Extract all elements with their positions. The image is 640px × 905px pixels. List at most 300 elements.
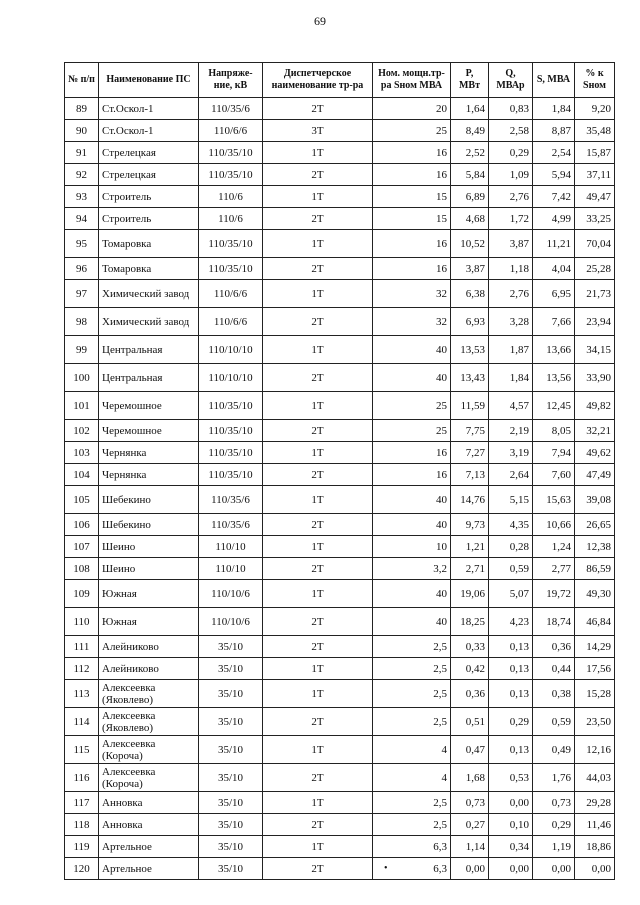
voltage-cell: 35/10 bbox=[199, 736, 263, 764]
table-row bbox=[65, 658, 615, 680]
rated-power-cell: 40 bbox=[373, 364, 451, 392]
table-row bbox=[65, 208, 615, 230]
row-number-cell: 115 bbox=[65, 736, 99, 764]
rated-power-cell: 6,3 bbox=[373, 858, 451, 880]
dispatch-name-cell: 2Т bbox=[263, 464, 373, 486]
dispatch-name-cell: 1Т bbox=[263, 486, 373, 514]
reactive-power-cell: 1,18 bbox=[489, 258, 533, 280]
reactive-power-cell: 2,19 bbox=[489, 420, 533, 442]
substation-name-cell: Алексеевка (Короча) bbox=[99, 764, 199, 792]
reactive-power-cell: 2,58 bbox=[489, 120, 533, 142]
voltage-cell: 110/35/10 bbox=[199, 420, 263, 442]
active-power-cell: 2,71 bbox=[451, 558, 489, 580]
voltage-cell: 35/10 bbox=[199, 636, 263, 658]
apparent-power-cell: 1,84 bbox=[533, 98, 575, 120]
active-power-cell: 1,64 bbox=[451, 98, 489, 120]
active-power-cell: 0,33 bbox=[451, 636, 489, 658]
substation-name-cell: Томаровка bbox=[99, 230, 199, 258]
dispatch-name-cell: 1Т bbox=[263, 336, 373, 364]
voltage-cell: 35/10 bbox=[199, 658, 263, 680]
table-row bbox=[65, 258, 615, 280]
rated-power-cell: 2,5 bbox=[373, 658, 451, 680]
voltage-cell: 110/35/10 bbox=[199, 442, 263, 464]
apparent-power-cell: 0,36 bbox=[533, 636, 575, 658]
dispatch-name-cell: 2Т bbox=[263, 308, 373, 336]
active-power-cell: 6,38 bbox=[451, 280, 489, 308]
load-percent-cell: 39,08 bbox=[575, 486, 615, 514]
apparent-power-cell: 0,44 bbox=[533, 658, 575, 680]
apparent-power-cell: 2,77 bbox=[533, 558, 575, 580]
load-percent-cell: 47,49 bbox=[575, 464, 615, 486]
reactive-power-cell: 0,83 bbox=[489, 98, 533, 120]
table-row bbox=[65, 536, 615, 558]
apparent-power-cell: 2,54 bbox=[533, 142, 575, 164]
voltage-cell: 35/10 bbox=[199, 814, 263, 836]
row-number-cell: 90 bbox=[65, 120, 99, 142]
reactive-power-cell: 2,76 bbox=[489, 186, 533, 208]
table-row bbox=[65, 558, 615, 580]
dispatch-name-cell: 1Т bbox=[263, 536, 373, 558]
substation-name-cell: Южная bbox=[99, 608, 199, 636]
dispatch-name-cell: 2Т bbox=[263, 764, 373, 792]
table-header-row bbox=[65, 63, 615, 98]
substation-name-cell: Шебекино bbox=[99, 486, 199, 514]
reactive-power-cell: 0,59 bbox=[489, 558, 533, 580]
rated-power-cell: 16 bbox=[373, 142, 451, 164]
dispatch-name-cell: 2Т bbox=[263, 364, 373, 392]
col-header-rated-power: Ном. мощн.тр-ра Sном МВА bbox=[373, 63, 451, 98]
apparent-power-cell: 6,95 bbox=[533, 280, 575, 308]
apparent-power-cell: 7,60 bbox=[533, 464, 575, 486]
load-percent-cell: 0,00 bbox=[575, 858, 615, 880]
load-percent-cell: 14,29 bbox=[575, 636, 615, 658]
rated-power-cell: 4 bbox=[373, 764, 451, 792]
active-power-cell: 1,68 bbox=[451, 764, 489, 792]
row-number-cell: 94 bbox=[65, 208, 99, 230]
rated-power-cell: 2,5 bbox=[373, 814, 451, 836]
active-power-cell: 1,14 bbox=[451, 836, 489, 858]
dispatch-name-cell: 1Т bbox=[263, 142, 373, 164]
substation-name-cell: Чернянка bbox=[99, 442, 199, 464]
apparent-power-cell: 15,63 bbox=[533, 486, 575, 514]
substation-name-cell: Строитель bbox=[99, 186, 199, 208]
rated-power-cell: 32 bbox=[373, 308, 451, 336]
table-row bbox=[65, 164, 615, 186]
table-row bbox=[65, 608, 615, 636]
dispatch-name-cell: 1Т bbox=[263, 230, 373, 258]
row-number-cell: 95 bbox=[65, 230, 99, 258]
substation-name-cell: Шеино bbox=[99, 558, 199, 580]
row-number-cell: 117 bbox=[65, 792, 99, 814]
row-number-cell: 112 bbox=[65, 658, 99, 680]
voltage-cell: 110/35/10 bbox=[199, 464, 263, 486]
voltage-cell: 35/10 bbox=[199, 764, 263, 792]
voltage-cell: 110/6 bbox=[199, 208, 263, 230]
rated-power-cell: 25 bbox=[373, 120, 451, 142]
substation-name-cell: Химический завод bbox=[99, 280, 199, 308]
dispatch-name-cell: 1Т bbox=[263, 792, 373, 814]
row-number-cell: 97 bbox=[65, 280, 99, 308]
row-number-cell: 89 bbox=[65, 98, 99, 120]
row-number-cell: 108 bbox=[65, 558, 99, 580]
active-power-cell: 0,27 bbox=[451, 814, 489, 836]
row-number-cell: 100 bbox=[65, 364, 99, 392]
active-power-cell: 7,27 bbox=[451, 442, 489, 464]
load-percent-cell: 11,46 bbox=[575, 814, 615, 836]
rated-power-cell: 32 bbox=[373, 280, 451, 308]
voltage-cell: 110/35/6 bbox=[199, 98, 263, 120]
apparent-power-cell: 0,29 bbox=[533, 814, 575, 836]
col-header-voltage: Напряже-ние, кВ bbox=[199, 63, 263, 98]
table-row bbox=[65, 636, 615, 658]
load-percent-cell: 26,65 bbox=[575, 514, 615, 536]
voltage-cell: 110/10/10 bbox=[199, 336, 263, 364]
rated-power-cell: 40 bbox=[373, 336, 451, 364]
voltage-cell: 110/10 bbox=[199, 536, 263, 558]
row-number-cell: 114 bbox=[65, 708, 99, 736]
substation-name-cell: Ст.Оскол-1 bbox=[99, 98, 199, 120]
row-number-cell: 103 bbox=[65, 442, 99, 464]
table-row bbox=[65, 708, 615, 736]
row-number-cell: 109 bbox=[65, 580, 99, 608]
substation-name-cell: Центральная bbox=[99, 336, 199, 364]
rated-power-cell: 20 bbox=[373, 98, 451, 120]
rated-power-cell: 2,5 bbox=[373, 680, 451, 708]
load-percent-cell: 34,15 bbox=[575, 336, 615, 364]
voltage-cell: 110/6 bbox=[199, 186, 263, 208]
reactive-power-cell: 5,07 bbox=[489, 580, 533, 608]
active-power-cell: 0,47 bbox=[451, 736, 489, 764]
rated-power-cell: 16 bbox=[373, 464, 451, 486]
substation-name-cell: Южная bbox=[99, 580, 199, 608]
voltage-cell: 110/35/10 bbox=[199, 258, 263, 280]
substation-name-cell: Стрелецкая bbox=[99, 142, 199, 164]
footer-mark: • bbox=[384, 863, 388, 874]
reactive-power-cell: 0,29 bbox=[489, 142, 533, 164]
active-power-cell: 6,93 bbox=[451, 308, 489, 336]
reactive-power-cell: 0,28 bbox=[489, 536, 533, 558]
rated-power-cell: 16 bbox=[373, 258, 451, 280]
substation-name-cell: Центральная bbox=[99, 364, 199, 392]
table-row bbox=[65, 98, 615, 120]
rated-power-cell: 25 bbox=[373, 420, 451, 442]
substation-name-cell: Артельное bbox=[99, 858, 199, 880]
voltage-cell: 110/10 bbox=[199, 558, 263, 580]
active-power-cell: 3,87 bbox=[451, 258, 489, 280]
dispatch-name-cell: 2Т bbox=[263, 98, 373, 120]
substation-name-cell: Шебекино bbox=[99, 514, 199, 536]
rated-power-cell: 40 bbox=[373, 580, 451, 608]
dispatch-name-cell: 1Т bbox=[263, 680, 373, 708]
load-percent-cell: 15,87 bbox=[575, 142, 615, 164]
dispatch-name-cell: 1Т bbox=[263, 280, 373, 308]
active-power-cell: 6,89 bbox=[451, 186, 489, 208]
table-row bbox=[65, 858, 615, 880]
active-power-cell: 14,76 bbox=[451, 486, 489, 514]
dispatch-name-cell: 2Т bbox=[263, 514, 373, 536]
apparent-power-cell: 1,19 bbox=[533, 836, 575, 858]
load-percent-cell: 15,28 bbox=[575, 680, 615, 708]
row-number-cell: 98 bbox=[65, 308, 99, 336]
load-percent-cell: 25,28 bbox=[575, 258, 615, 280]
reactive-power-cell: 3,28 bbox=[489, 308, 533, 336]
dispatch-name-cell: 2Т bbox=[263, 608, 373, 636]
active-power-cell: 1,21 bbox=[451, 536, 489, 558]
reactive-power-cell: 0,00 bbox=[489, 858, 533, 880]
col-header-reactive-power: Q, МВАр bbox=[489, 63, 533, 98]
voltage-cell: 110/10/6 bbox=[199, 580, 263, 608]
apparent-power-cell: 11,21 bbox=[533, 230, 575, 258]
rated-power-cell: 16 bbox=[373, 442, 451, 464]
load-percent-cell: 12,16 bbox=[575, 736, 615, 764]
rated-power-cell: 15 bbox=[373, 186, 451, 208]
voltage-cell: 35/10 bbox=[199, 858, 263, 880]
voltage-cell: 110/6/6 bbox=[199, 308, 263, 336]
active-power-cell: 4,68 bbox=[451, 208, 489, 230]
table-row bbox=[65, 420, 615, 442]
col-header-apparent-power: S, МВА bbox=[533, 63, 575, 98]
voltage-cell: 110/10/6 bbox=[199, 608, 263, 636]
table-row bbox=[65, 142, 615, 164]
dispatch-name-cell: 2Т bbox=[263, 708, 373, 736]
substation-name-cell: Алейниково bbox=[99, 636, 199, 658]
reactive-power-cell: 0,00 bbox=[489, 792, 533, 814]
substation-name-cell: Стрелецкая bbox=[99, 164, 199, 186]
dispatch-name-cell: 1Т bbox=[263, 580, 373, 608]
substation-name-cell: Анновка bbox=[99, 814, 199, 836]
table-row bbox=[65, 364, 615, 392]
dispatch-name-cell: 2Т bbox=[263, 814, 373, 836]
load-percent-cell: 33,90 bbox=[575, 364, 615, 392]
load-percent-cell: 17,56 bbox=[575, 658, 615, 680]
load-percent-cell: 18,86 bbox=[575, 836, 615, 858]
reactive-power-cell: 4,35 bbox=[489, 514, 533, 536]
row-number-cell: 92 bbox=[65, 164, 99, 186]
substation-name-cell: Алексеевка (Короча) bbox=[99, 736, 199, 764]
substation-name-cell: Химический завод bbox=[99, 308, 199, 336]
row-number-cell: 91 bbox=[65, 142, 99, 164]
reactive-power-cell: 2,64 bbox=[489, 464, 533, 486]
voltage-cell: 35/10 bbox=[199, 792, 263, 814]
active-power-cell: 9,73 bbox=[451, 514, 489, 536]
reactive-power-cell: 1,09 bbox=[489, 164, 533, 186]
substation-name-cell: Алейниково bbox=[99, 658, 199, 680]
apparent-power-cell: 7,66 bbox=[533, 308, 575, 336]
table-row bbox=[65, 280, 615, 308]
load-percent-cell: 70,04 bbox=[575, 230, 615, 258]
apparent-power-cell: 12,45 bbox=[533, 392, 575, 420]
reactive-power-cell: 1,87 bbox=[489, 336, 533, 364]
table-row bbox=[65, 736, 615, 764]
apparent-power-cell: 4,99 bbox=[533, 208, 575, 230]
apparent-power-cell: 1,76 bbox=[533, 764, 575, 792]
apparent-power-cell: 8,87 bbox=[533, 120, 575, 142]
table-row bbox=[65, 336, 615, 364]
apparent-power-cell: 8,05 bbox=[533, 420, 575, 442]
rated-power-cell: 16 bbox=[373, 164, 451, 186]
table-row bbox=[65, 442, 615, 464]
dispatch-name-cell: 1Т bbox=[263, 658, 373, 680]
load-percent-cell: 23,50 bbox=[575, 708, 615, 736]
rated-power-cell: 40 bbox=[373, 608, 451, 636]
active-power-cell: 2,52 bbox=[451, 142, 489, 164]
reactive-power-cell: 2,76 bbox=[489, 280, 533, 308]
table-row bbox=[65, 230, 615, 258]
rated-power-cell: 16 bbox=[373, 230, 451, 258]
reactive-power-cell: 1,72 bbox=[489, 208, 533, 230]
apparent-power-cell: 7,42 bbox=[533, 186, 575, 208]
reactive-power-cell: 0,13 bbox=[489, 658, 533, 680]
table-row bbox=[65, 186, 615, 208]
apparent-power-cell: 18,74 bbox=[533, 608, 575, 636]
col-header-load-percent: % к Sном bbox=[575, 63, 615, 98]
reactive-power-cell: 3,19 bbox=[489, 442, 533, 464]
reactive-power-cell: 0,53 bbox=[489, 764, 533, 792]
reactive-power-cell: 3,87 bbox=[489, 230, 533, 258]
voltage-cell: 110/35/6 bbox=[199, 514, 263, 536]
reactive-power-cell: 0,13 bbox=[489, 680, 533, 708]
apparent-power-cell: 1,24 bbox=[533, 536, 575, 558]
active-power-cell: 0,42 bbox=[451, 658, 489, 680]
active-power-cell: 13,43 bbox=[451, 364, 489, 392]
dispatch-name-cell: 2Т bbox=[263, 636, 373, 658]
voltage-cell: 35/10 bbox=[199, 708, 263, 736]
col-header-active-power: P, МВт bbox=[451, 63, 489, 98]
load-percent-cell: 33,25 bbox=[575, 208, 615, 230]
substation-name-cell: Ст.Оскол-1 bbox=[99, 120, 199, 142]
dispatch-name-cell: 1Т bbox=[263, 736, 373, 764]
voltage-cell: 35/10 bbox=[199, 836, 263, 858]
load-percent-cell: 29,28 bbox=[575, 792, 615, 814]
load-percent-cell: 49,82 bbox=[575, 392, 615, 420]
active-power-cell: 0,00 bbox=[451, 858, 489, 880]
active-power-cell: 7,75 bbox=[451, 420, 489, 442]
reactive-power-cell: 0,13 bbox=[489, 736, 533, 764]
substation-name-cell: Чернянка bbox=[99, 464, 199, 486]
substation-name-cell: Артельное bbox=[99, 836, 199, 858]
row-number-cell: 101 bbox=[65, 392, 99, 420]
active-power-cell: 5,84 bbox=[451, 164, 489, 186]
load-percent-cell: 49,62 bbox=[575, 442, 615, 464]
row-number-cell: 118 bbox=[65, 814, 99, 836]
rated-power-cell: 40 bbox=[373, 486, 451, 514]
dispatch-name-cell: 2Т bbox=[263, 258, 373, 280]
dispatch-name-cell: 1Т bbox=[263, 186, 373, 208]
rated-power-cell: 3,2 bbox=[373, 558, 451, 580]
substation-name-cell: Строитель bbox=[99, 208, 199, 230]
table-row bbox=[65, 486, 615, 514]
substation-name-cell: Алексеевка (Яковлево) bbox=[99, 680, 199, 708]
voltage-cell: 110/6/6 bbox=[199, 280, 263, 308]
table-row bbox=[65, 464, 615, 486]
voltage-cell: 110/35/10 bbox=[199, 230, 263, 258]
active-power-cell: 0,73 bbox=[451, 792, 489, 814]
substation-name-cell: Шеино bbox=[99, 536, 199, 558]
rated-power-cell: 4 bbox=[373, 736, 451, 764]
substation-name-cell: Черемошное bbox=[99, 420, 199, 442]
active-power-cell: 8,49 bbox=[451, 120, 489, 142]
active-power-cell: 10,52 bbox=[451, 230, 489, 258]
dispatch-name-cell: 1Т bbox=[263, 836, 373, 858]
dispatch-name-cell: 3Т bbox=[263, 120, 373, 142]
reactive-power-cell: 0,34 bbox=[489, 836, 533, 858]
row-number-cell: 99 bbox=[65, 336, 99, 364]
rated-power-cell: 25 bbox=[373, 392, 451, 420]
apparent-power-cell: 0,00 bbox=[533, 858, 575, 880]
rated-power-cell: 6,3 bbox=[373, 836, 451, 858]
col-header-number: № п/п bbox=[65, 63, 99, 98]
dispatch-name-cell: 2Т bbox=[263, 164, 373, 186]
table-row bbox=[65, 308, 615, 336]
rated-power-cell: 10 bbox=[373, 536, 451, 558]
table-row bbox=[65, 764, 615, 792]
apparent-power-cell: 0,38 bbox=[533, 680, 575, 708]
voltage-cell: 110/6/6 bbox=[199, 120, 263, 142]
apparent-power-cell: 13,56 bbox=[533, 364, 575, 392]
voltage-cell: 110/10/10 bbox=[199, 364, 263, 392]
dispatch-name-cell: 2Т bbox=[263, 558, 373, 580]
rated-power-cell: 2,5 bbox=[373, 708, 451, 736]
rated-power-cell: 2,5 bbox=[373, 636, 451, 658]
reactive-power-cell: 0,29 bbox=[489, 708, 533, 736]
active-power-cell: 7,13 bbox=[451, 464, 489, 486]
active-power-cell: 0,51 bbox=[451, 708, 489, 736]
col-header-substation: Наименование ПС bbox=[99, 63, 199, 98]
table-row bbox=[65, 580, 615, 608]
active-power-cell: 19,06 bbox=[451, 580, 489, 608]
row-number-cell: 116 bbox=[65, 764, 99, 792]
dispatch-name-cell: 2Т bbox=[263, 420, 373, 442]
apparent-power-cell: 10,66 bbox=[533, 514, 575, 536]
load-percent-cell: 12,38 bbox=[575, 536, 615, 558]
apparent-power-cell: 0,59 bbox=[533, 708, 575, 736]
reactive-power-cell: 5,15 bbox=[489, 486, 533, 514]
reactive-power-cell: 0,13 bbox=[489, 636, 533, 658]
row-number-cell: 105 bbox=[65, 486, 99, 514]
load-percent-cell: 37,11 bbox=[575, 164, 615, 186]
reactive-power-cell: 4,57 bbox=[489, 392, 533, 420]
rated-power-cell: 15 bbox=[373, 208, 451, 230]
reactive-power-cell: 0,10 bbox=[489, 814, 533, 836]
row-number-cell: 119 bbox=[65, 836, 99, 858]
apparent-power-cell: 7,94 bbox=[533, 442, 575, 464]
load-percent-cell: 9,20 bbox=[575, 98, 615, 120]
load-percent-cell: 32,21 bbox=[575, 420, 615, 442]
active-power-cell: 0,36 bbox=[451, 680, 489, 708]
apparent-power-cell: 0,73 bbox=[533, 792, 575, 814]
apparent-power-cell: 19,72 bbox=[533, 580, 575, 608]
row-number-cell: 110 bbox=[65, 608, 99, 636]
rated-power-cell: 40 bbox=[373, 514, 451, 536]
substation-name-cell: Черемошное bbox=[99, 392, 199, 420]
substation-name-cell: Алексеевка (Яковлево) bbox=[99, 708, 199, 736]
table-body bbox=[65, 98, 615, 880]
row-number-cell: 106 bbox=[65, 514, 99, 536]
row-number-cell: 111 bbox=[65, 636, 99, 658]
active-power-cell: 13,53 bbox=[451, 336, 489, 364]
rated-power-cell: 2,5 bbox=[373, 792, 451, 814]
reactive-power-cell: 4,23 bbox=[489, 608, 533, 636]
apparent-power-cell: 5,94 bbox=[533, 164, 575, 186]
row-number-cell: 104 bbox=[65, 464, 99, 486]
load-percent-cell: 44,03 bbox=[575, 764, 615, 792]
apparent-power-cell: 13,66 bbox=[533, 336, 575, 364]
load-percent-cell: 86,59 bbox=[575, 558, 615, 580]
voltage-cell: 110/35/10 bbox=[199, 142, 263, 164]
col-header-dispatch-name: Диспетчерское наименование тр-ра bbox=[263, 63, 373, 98]
voltage-cell: 110/35/10 bbox=[199, 392, 263, 420]
table-row bbox=[65, 392, 615, 420]
